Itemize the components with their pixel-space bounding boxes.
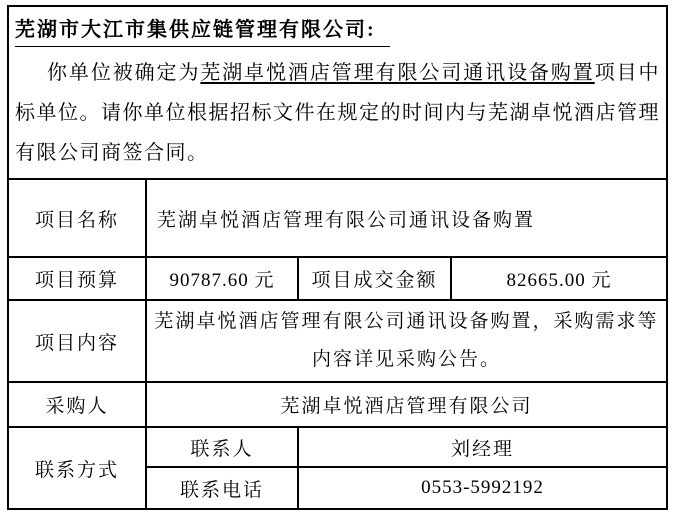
contact-person-label: 联系人	[146, 427, 298, 467]
paragraph-project-name-underlined: 芜湖卓悦酒店管理有限公司通讯设备购置	[200, 62, 595, 84]
project-name-label: 项目名称	[8, 179, 146, 257]
letter-row	[8, 6, 667, 179]
paragraph-prefix: 你单位被确定为	[47, 62, 201, 84]
budget-value: 90787.60 元	[146, 257, 298, 300]
contact-phone-value: 0553-5992192	[298, 467, 667, 509]
recipient-line	[15, 15, 660, 47]
letter-paragraph	[15, 53, 660, 173]
budget-row	[8, 257, 667, 300]
budget-label: 项目预算	[8, 257, 146, 300]
content-value-line2: 内容详见采购公告。	[311, 349, 501, 370]
letter-cell	[8, 6, 667, 179]
purchaser-row	[8, 382, 667, 427]
paragraph-suffix: 项目中标单位。请你单位根据招标文件在规定的时间内与芜湖卓悦酒店管理有限公司商签合同。	[15, 62, 661, 164]
contact-person-value: 刘经理	[298, 427, 667, 467]
contact-phone-label: 联系电话	[146, 467, 298, 509]
content-row	[8, 300, 667, 382]
recipient-name: 芜湖市大江市集供应链管理有限公司:	[15, 15, 390, 47]
purchaser-value: 芜湖卓悦酒店管理有限公司	[146, 382, 667, 427]
content-value-line1: 芜湖卓悦酒店管理有限公司通讯设备购置，采购需求等	[154, 311, 659, 332]
project-name-row	[8, 179, 667, 257]
project-name-value: 芜湖卓悦酒店管理有限公司通讯设备购置	[146, 179, 667, 257]
award-notice-table	[7, 5, 668, 510]
deal-amount-label: 项目成交金额	[298, 257, 451, 300]
contact-person-row	[8, 427, 667, 467]
content-value	[146, 300, 667, 382]
purchaser-label: 采购人	[8, 382, 146, 427]
content-label: 项目内容	[8, 300, 146, 382]
deal-amount-value: 82665.00 元	[451, 257, 667, 300]
contact-label: 联系方式	[8, 427, 146, 509]
